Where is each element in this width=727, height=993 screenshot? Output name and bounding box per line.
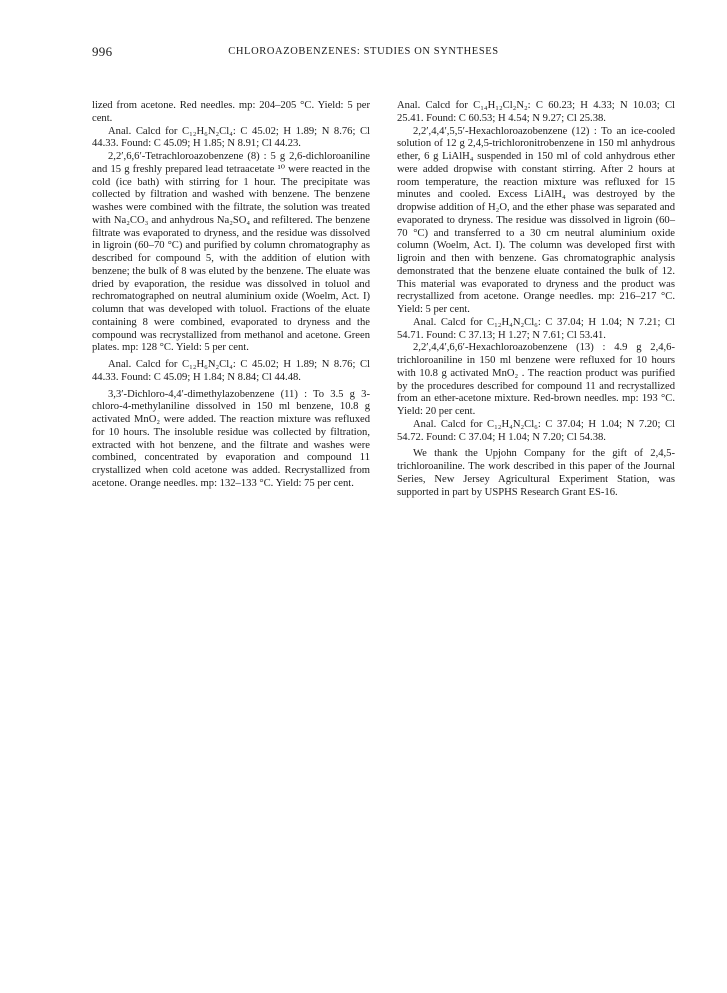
left-column: [92, 100, 370, 491]
paragraph: 2,2′,4,4′,5,5′-Hexachloroazobenzene (12) : To an ice-cooled solution of 12 g 2,4,5-trichloronitrobenzene in 150 ml anhydrous ether, 6 g LiAlH₄ suspended in 150 ml of cold anhydrous ether were added dropwise with constant stirring. After 2 hours at room temperature, the reaction mixture was refluxed for 15 minutes and cooled. Excess LiAlH₄ was destroyed by the dropwise addition of H₂O, and the ether phase was separated and evaporated to dryness. The residue was dissolved in ligroin (60–70 °C) and transferred to a 30 cm neutral aluminium oxide column (Woelm, Act. I). The column was developed first with ligroin and then with benzene. Gas chromatographic analysis demonstrated that the benzene eluate contained the bulk of 12. This material was evaporated to dryness and the product was recrystallized from acetone. Orange needles. mp: 216–217 °C. Yield: 5 per cent.: [397, 125, 675, 315]
paragraph: Anal. Calcd for C₁₂H₆N₂Cl₄: C 45.02; H 1.89; N 8.76; Cl 44.33. Found: C 45.09; H 1.85; N 8.91; Cl 44.23.: [92, 125, 370, 150]
acknowledgement: We thank the Upjohn Company for the gift of 2,4,5-trichloroaniline. The work described in this paper of the Journal Series, New Jersey Agricultural Experiment Station, was supported in part by USPHS Research Grant ES-16.: [397, 448, 675, 498]
paragraph: lized from acetone. Red needles. mp: 204–205 °C. Yield: 5 per cent.: [92, 100, 370, 124]
paragraph: Anal. Calcd for C₁₂H₄N₂Cl₆: C 37.04; H 1.04; N 7.21; Cl 54.71. Found: C 37.13; H 1.27; N 7.61; Cl 53.41.: [397, 316, 675, 341]
paragraph: Anal. Calcd for C₁₄H₁₂Cl₂N₂: C 60.23; H 4.33; N 10.03; Cl 25.41. Found: C 60.53; H 4.54; N 9.27; Cl 25.38.: [397, 100, 675, 124]
paragraph: 2,2′,6,6′-Tetrachloroazobenzene (8) : 5 g 2,6-dichloroaniline and 15 g freshly prepared lead tetraacetate ¹⁰ were reacted in the cold (ice bath) with stirring for 1 hour. The precipitate was collected by filtration and washed with benzene. The benzene washes were combined with the filtrate, the solution was treated with Na₂CO₃ and anhydrous Na₂SO₄ and refiltered. The benzene filtrate was evaporated to dryness, and the residue was dissolved in ligroin (60–70 °C) and purified by column chromatography as described for compound 5, with the addition of elution with benzene; the bulk of 8 was eluted by the benzene. The eluate was dried by evaporation, the residue was dissolved in toluol and rechromatographed on neutral aluminium oxide (Woelm, Act. I) column that was developed with toluol. Fractions of the eluate containing 8 were combined, evaporated to dryness and the compound was recrystallized from methanol and acetone. Green plates. mp: 128 °C. Yield: 5 per cent.: [92, 151, 370, 354]
running-title: CHLOROAZOBENZENES: STUDIES ON SYNTHESES: [228, 46, 499, 57]
paragraph: Anal. Calcd for C₁₂H₄N₂Cl₆: C 37.04; H 1.04; N 7.20; Cl 54.72. Found: C 37.04; H 1.04; N 7.20; Cl 54.38.: [397, 418, 675, 443]
paragraph: 3,3′-Dichloro-4,4′-dimethylazobenzene (11) : To 3.5 g 3-chloro-4-methylaniline dissolved in 150 ml benzene, 10.8 g activated MnO₂ were added. The reaction mixture was refluxed for 10 hours. The insoluble residue was collected by filtration, extracted with hot benzene, and the filtrate and washes were combined, concentrated by evaporation and compound 11 crystallized when cold acetone was added. Recrystallized from acetone. Orange needles. mp: 132–133 °C. Yield: 75 per cent.: [92, 388, 370, 489]
paragraph: 2,2′,4,4′,6,6′-Hexachloroazobenzene (13) : 4.9 g 2,4,6-trichloroaniline in 150 ml benzene were refluxed for 10 hours with 10.8 g activated MnO₂ . The reaction product was purified by the procedures described for compound 11 and recrystallized from an ether-acetone mixture. Red-brown needles. mp: 193 °C. Yield: 20 per cent.: [397, 342, 675, 417]
right-column: [397, 100, 675, 499]
paragraph: Anal. Calcd for C₁₂H₆N₂Cl₄: C 45.02; H 1.89; N 8.76; Cl 44.33. Found: C 45.09; H 1.84; N 8.84; Cl 44.48.: [92, 359, 370, 383]
page-number: 996: [92, 44, 113, 59]
